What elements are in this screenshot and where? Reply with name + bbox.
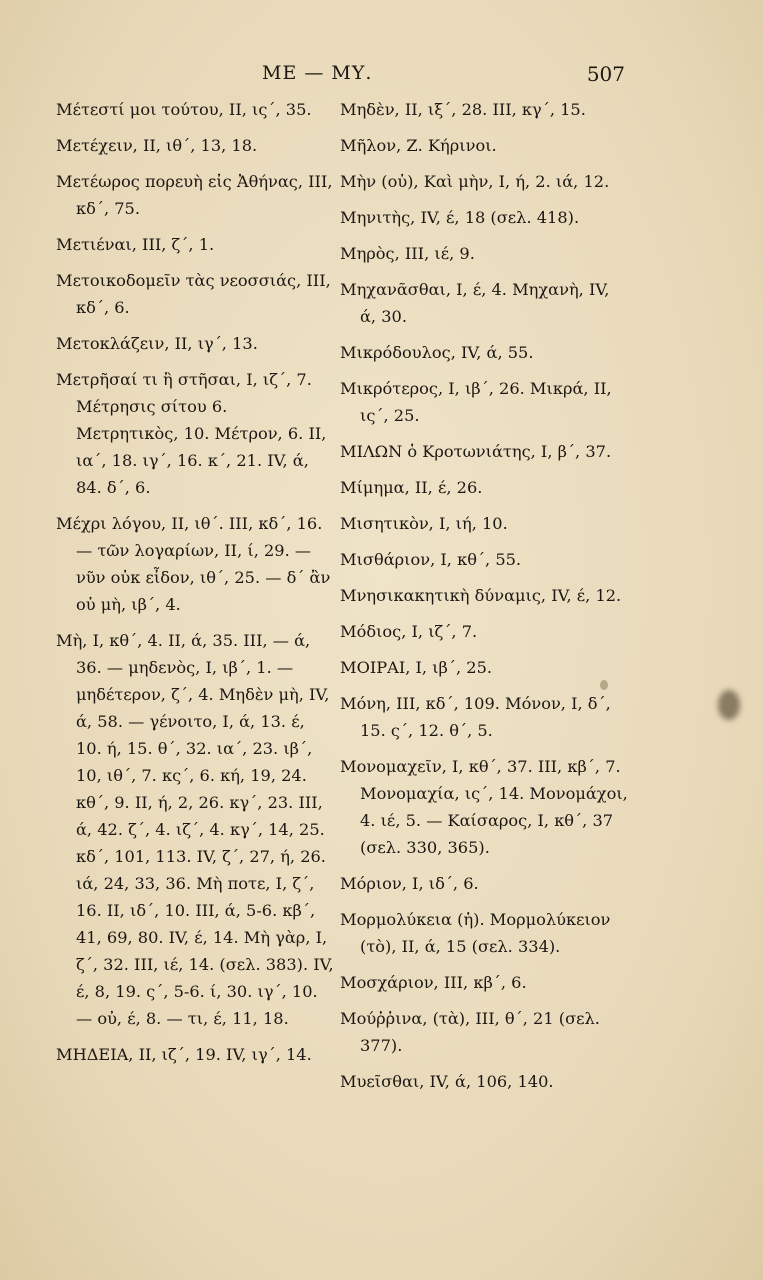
index-entry: Μούῤῥινα, (τὰ), ΙΙΙ, θ΄, 21 (σελ. 377). bbox=[340, 1009, 606, 1055]
ink-speck bbox=[600, 680, 608, 690]
index-entry: Μετιέναι, ΙΙΙ, ζ΄, 1. bbox=[56, 235, 215, 254]
index-entry: Μετοκλάζειν, ΙΙ, ιγ΄, 13. bbox=[56, 334, 258, 353]
index-entry: Μετέχειν, ΙΙ, ιθ΄, 13, 18. bbox=[56, 136, 258, 155]
index-entry: Μόνη, ΙΙΙ, κδ΄, 109. Μόνον, Ι, δ΄, 15. ς΄, 12. θ΄, 5. bbox=[340, 694, 616, 740]
index-entry: ΜΙΛΩΝ ὁ Κροτωνιάτης, Ι, β΄, 37. bbox=[340, 442, 612, 461]
index-entry: Μοσχάριον, ΙΙΙ, κβ΄, 6. bbox=[340, 973, 527, 992]
index-entry: Μονομαχεῖν, Ι, κθ΄, 37. ΙΙΙ, κβ΄, 7. Μονομαχία, ις΄, 14. Μονομάχοι, 4. ιέ, 5. — Καίσαρος, Ι, κθ΄, 37 (σελ. 330, 365). bbox=[340, 757, 633, 857]
index-entry: Μετέωρος πορευὴ εἰς Ἀθήνας, ΙΙΙ, κδ΄, 75. bbox=[56, 172, 338, 218]
index-entry: ΜΟΙΡΑΙ, Ι, ιβ΄, 25. bbox=[340, 658, 493, 677]
index-entry: Μικρότερος, Ι, ιβ΄, 26. Μικρά, ΙΙ, ις΄, 25. bbox=[340, 379, 617, 425]
index-entry: Μόριον, Ι, ιδ΄, 6. bbox=[340, 874, 479, 893]
index-entry: Μηδὲν, ΙΙ, ιξ΄, 28. ΙΙΙ, κγ΄, 15. bbox=[340, 100, 586, 119]
index-entry: Μίμημα, ΙΙ, έ, 26. bbox=[340, 478, 483, 497]
index-entry: Μηρὸς, ΙΙΙ, ιέ, 9. bbox=[340, 244, 475, 263]
index-entry: Μετρῆσαί τι ἢ στῆσαι, Ι, ιζ΄, 7. Μέτρησις σίτου 6. Μετρητικὸς, 10. Μέτρον, 6. ΙΙ, ια΄, 18. ιγ΄, 16. κ΄, 21. IV, ά, 84. δ΄, 6. bbox=[56, 370, 332, 497]
index-entry: Μηχανᾶσθαι, Ι, έ, 4. Μηχανὴ, IV, ά, 30. bbox=[340, 280, 615, 326]
index-entry: Μισητικὸν, Ι, ιή, 10. bbox=[340, 514, 508, 533]
index-entry: Μορμολύκεια (ἡ). Μορμολύκειον (τὸ), ΙΙ, ά, 15 (σελ. 334). bbox=[340, 910, 616, 956]
index-entry: Μικρόδουλος, IV, ά, 55. bbox=[340, 343, 534, 362]
index-entry: Μῆλον, Ζ. Κήρινοι. bbox=[340, 136, 497, 155]
index-entry: Μὴν (οὐ), Καὶ μὴν, Ι, ή, 2. ιά, 12. bbox=[340, 172, 610, 191]
index-entry: Μνησικακητικὴ δύναμις, IV, έ, 12. bbox=[340, 586, 622, 605]
ink-stain bbox=[718, 690, 740, 720]
index-entry: Μὴ, Ι, κθ΄, 4. ΙΙ, ά, 35. ΙΙΙ, — ά, 36. — μηδενὸς, Ι, ιβ΄, 1. — μηδέτερον, ζ΄, 4. Μηδὲν μὴ, IV, ά, 58. — γένοιτο, Ι, ά, 13. έ, 10. ή, 15. θ΄, 32. ια΄, 23. ιβ΄, 10, ιθ΄, 7. κς΄, 6. κή, 19, 24. κθ΄, 9. ΙΙ, ή, 2, 26. κγ΄, 23. ΙΙΙ, ά, 42. ζ΄, 4. ιζ΄, 4. κγ΄, 14, 25. κδ΄, 101, 113. IV, ζ΄, 27, ή, 26. ιά, 24, 33, 36. Μὴ ποτε, Ι, ζ΄, 16. ΙΙ, ιδ΄, 10. ΙΙΙ, ά, 5-6. κβ΄, 41, 69, 80. IV, έ, 14. Μὴ γὰρ, Ι, ζ΄, 32. ΙΙΙ, ιέ, 14. (σελ. 383). IV, έ, 8, 19. ς΄, 5-6. ί, 30. ιγ΄, 10. — οὐ, έ, 8. — τι, έ, 11, 18. bbox=[56, 631, 339, 1028]
index-entry: Μισθάριον, Ι, κθ΄, 55. bbox=[340, 550, 522, 569]
index-entry: Μόδιος, Ι, ιζ΄, 7. bbox=[340, 622, 478, 641]
right-column bbox=[340, 96, 633, 1104]
left-column bbox=[56, 96, 339, 1077]
index-entry: Μηνιτὴς, IV, έ, 18 (σελ. 418). bbox=[340, 208, 580, 227]
index-entry: Μέχρι λόγου, ΙΙ, ιθ΄. ΙΙΙ, κδ΄, 16. — τῶν λογαρίων, ΙΙ, ί, 29. — νῦν οὐκ εἶδον, ιθ΄, 25. — δ΄ ἂν οὐ μὴ, ιβ΄, 4. bbox=[56, 514, 336, 614]
running-head: ΜΕ — ΜΥ. bbox=[262, 62, 373, 84]
index-entry: Μέτεστί μοι τούτου, ΙΙ, ις΄, 35. bbox=[56, 100, 312, 119]
index-entry: Μυεῖσθαι, IV, ά, 106, 140. bbox=[340, 1072, 554, 1091]
page-header bbox=[0, 62, 763, 92]
index-entry: Μετοικοδομεῖν τὰς νεοσσιάς, ΙΙΙ, κδ΄, 6. bbox=[56, 271, 336, 317]
index-entry: ΜΗΔΕΙΑ, ΙΙ, ιζ΄, 19. IV, ιγ΄, 14. bbox=[56, 1045, 312, 1064]
page-number: 507 bbox=[586, 62, 625, 86]
